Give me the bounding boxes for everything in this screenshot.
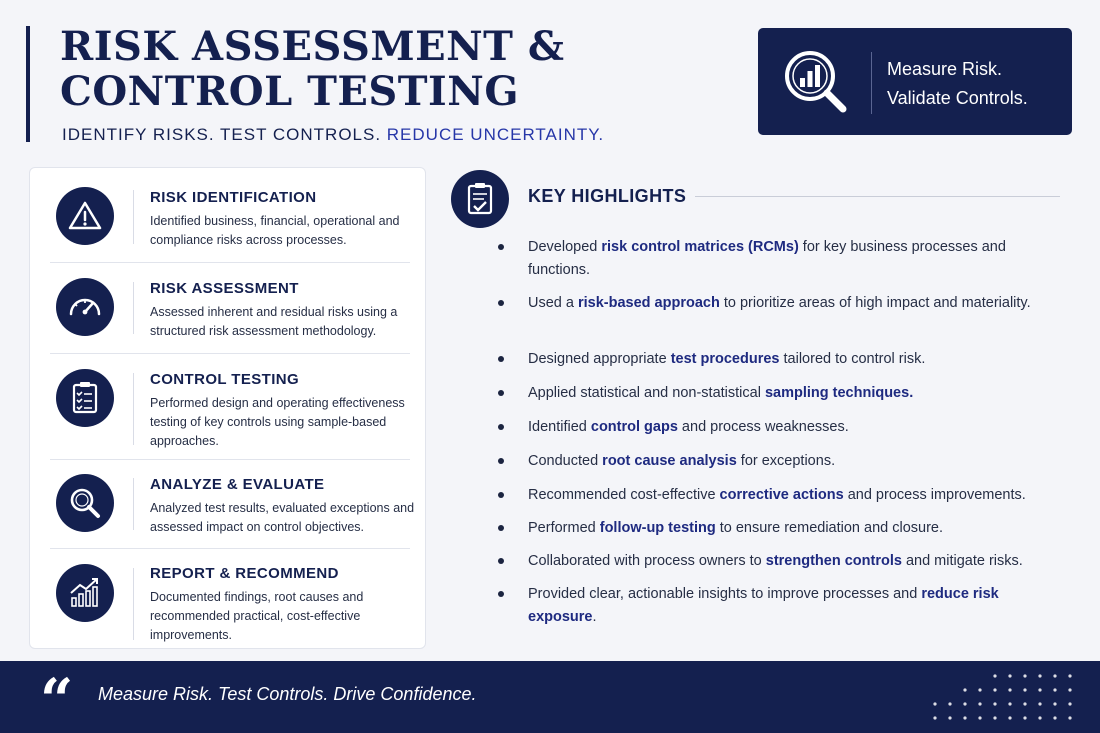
growth-chart-icon: [56, 564, 114, 622]
highlights-rule: [695, 196, 1060, 197]
footer-banner: [0, 661, 1100, 733]
subtitle-main: IDENTIFY RISKS. TEST CONTROLS.: [62, 125, 387, 144]
step-title: RISK ASSESSMENT: [150, 280, 299, 297]
step-title: CONTROL TESTING: [150, 371, 300, 388]
footer-tagline: Measure Risk. Test Controls. Drive Confidence.: [98, 684, 477, 704]
title-accent-bar: [26, 26, 30, 142]
step-separator: [50, 548, 410, 549]
page-subtitle: [62, 125, 604, 145]
dot-pattern-decoration: [930, 671, 1090, 726]
gauge-icon: [56, 278, 114, 336]
step-divider: [133, 282, 134, 334]
step-separator: [50, 262, 410, 263]
step-description: Performed design and operating effectiveness testing of key controls using sample-based approaches.: [150, 396, 405, 448]
step-divider: [133, 373, 134, 445]
step-divider: [133, 478, 134, 530]
title-line-1: RISK ASSESSMENT &: [60, 23, 565, 70]
step-title: REPORT & RECOMMEND: [150, 565, 339, 582]
warning-triangle-icon: [56, 187, 114, 245]
process-steps-panel: [29, 167, 426, 649]
clipboard-checklist-icon: [56, 369, 114, 427]
step-title: RISK IDENTIFICATION: [150, 189, 317, 206]
step-divider: [133, 568, 134, 640]
subtitle-accent: REDUCE UNCERTAINTY.: [386, 125, 605, 144]
step-divider: [133, 190, 134, 244]
step-description: Identified business, financial, operational and compliance risks across processes.: [150, 214, 400, 247]
step-description: Assessed inherent and residual risks using a structured risk assessment methodology.: [150, 305, 398, 338]
step-title: ANALYZE & EVALUATE: [150, 476, 325, 493]
step-description: Analyzed test results, evaluated exceptions and assessed impact on control objectives.: [150, 501, 415, 534]
magnifier-chart-icon: [780, 46, 852, 118]
step-description: Documented findings, root causes and recommended practical, cost-effective improvements.: [150, 590, 364, 642]
tagline-badge: [758, 28, 1072, 135]
badge-divider: [871, 52, 872, 114]
badge-line-2: Validate Controls.: [887, 88, 1028, 108]
highlights-title: KEY HIGHLIGHTS: [528, 186, 687, 206]
clipboard-check-icon: [451, 170, 509, 228]
magnifier-icon: [56, 474, 114, 532]
badge-line-1: Measure Risk.: [887, 59, 1003, 79]
quote-icon: “: [40, 666, 74, 733]
step-separator: [50, 459, 410, 460]
page-title: [60, 24, 564, 114]
step-separator: [50, 353, 410, 354]
title-line-2: CONTROL TESTING: [60, 68, 519, 115]
